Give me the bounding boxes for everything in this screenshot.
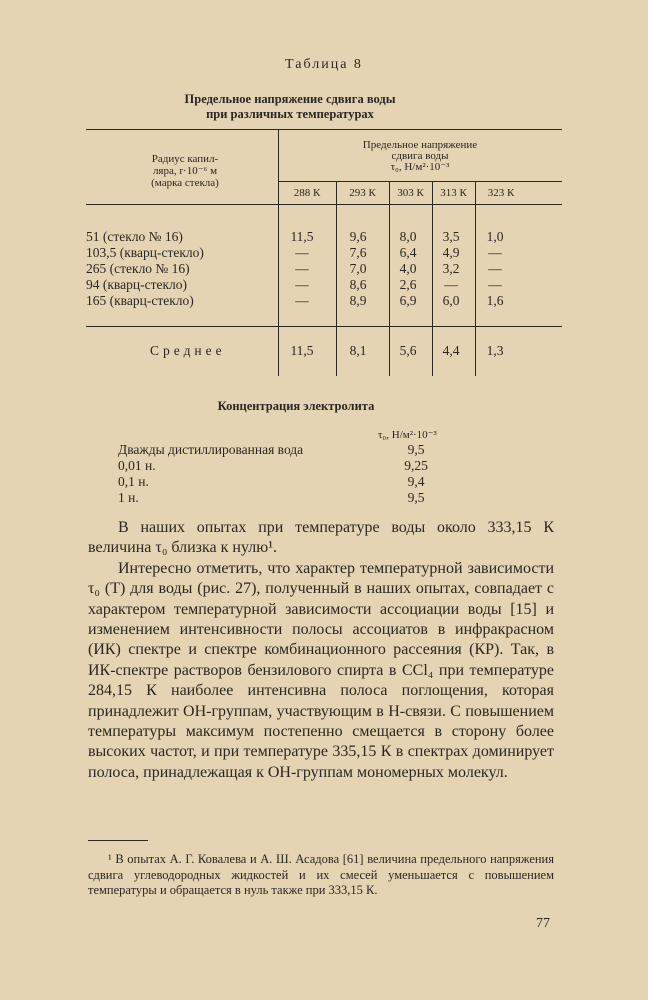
concentration-title: Концентрация электролита — [217, 399, 375, 413]
header-stress: Предельное напряжение сдвига воды τ₀, Н/м²·10⁻³ — [362, 139, 478, 173]
page-number: 77 — [536, 916, 550, 931]
cell: 4,0 — [399, 261, 417, 276]
cell: 11,5 — [290, 229, 314, 244]
table-title — [0, 92, 580, 122]
footnote-rule — [88, 840, 148, 841]
header-temp-303: 303 К — [397, 187, 424, 199]
concentration-label: 1 н. — [118, 490, 139, 505]
header-bottom-rule — [86, 204, 562, 205]
row-label-3: 265 (стекло № 16) — [86, 261, 190, 276]
cell: 11,5 — [290, 343, 314, 358]
table-title-line1: Предельное напряжение сдвига воды — [184, 92, 396, 106]
concentration-value: 9,5 — [407, 490, 425, 505]
cell: 7,6 — [349, 245, 367, 260]
cell: 8,0 — [399, 229, 417, 244]
paragraph: В наших опытах при температуре воды около 333,15 К величина τ₀ близка к нулю¹. — [88, 519, 554, 557]
cell: 2,6 — [399, 277, 417, 292]
cell: 6,0 — [442, 293, 460, 308]
row-label-2: 103,5 (кварц-стекло) — [86, 245, 204, 260]
header-temp-293: 293 К — [349, 187, 376, 199]
header-sub-rule — [278, 181, 562, 182]
cell: 8,6 — [349, 277, 367, 292]
cell: — — [295, 277, 309, 292]
cell: 1,3 — [486, 343, 504, 358]
cell: 1,0 — [486, 229, 504, 244]
row-label-4: 94 (кварц-стекло) — [86, 277, 188, 292]
footnote-text: ¹ В опытах А. Г. Ковалева и А. Ш. Асадова [61] величина предельного напряжения сдвига углеводородных жидкостей и их смесей уменьшается с повышением температуры и обращается в нуль также при 333,15 К. — [88, 852, 554, 897]
concentration-label: 0,1 н. — [118, 474, 149, 489]
row-label-5: 165 (кварц-стекло) — [86, 293, 194, 308]
body-text — [88, 518, 554, 783]
cell: 8,1 — [349, 343, 367, 358]
concentration-label: 0,01 н. — [118, 458, 156, 473]
cell: 3,5 — [442, 229, 460, 244]
cell: — — [488, 261, 502, 276]
paragraph: Интересно отметить, что характер температурной зависимости τ₀ (T) для воды (рис. 27), полученный в наших опытах, совпадает с характером температурной зависимости ассоциации воды [15] и изменением интенсивности полосы ассоциатов в инфракрасном (ИК) спектре и спектре комбинационного рассеяния (КР). Так, в ИК-спектре растворов бензилового спирта в CCl₄ при температуре 284,15 К наиболее интенсивна полоса поглощения, которая принадлежит OH-группам, участвующим в H-связи. С повышением температуры максимум постепенно смещается в сторону более высоких частот, и при температуре 335,15 К в спектрах доминирует полоса, принадлежащая к OH-группам мономерных молекул. — [88, 559, 554, 781]
cell: 6,9 — [399, 293, 417, 308]
cell: 5,6 — [399, 343, 417, 358]
header-temp-288: 288 К — [293, 187, 321, 199]
concentration-value: 9,4 — [407, 474, 425, 489]
cell: 9,6 — [349, 229, 367, 244]
header-radius: Радиус капил- ляра, r·10⁻⁶ м (марка стекла) — [151, 153, 219, 189]
cell: — — [488, 245, 502, 260]
concentration-value: 9,25 — [404, 458, 428, 473]
cell: — — [295, 293, 309, 308]
table-title-line2: при различных температурах — [206, 107, 374, 121]
footnote — [88, 852, 554, 899]
average-top-rule — [86, 326, 562, 327]
cell: 4,9 — [442, 245, 460, 260]
cell: — — [488, 277, 502, 292]
cell: — — [295, 245, 309, 260]
concentration-value: 9,5 — [407, 442, 425, 457]
header-temp-323: 323 К — [487, 187, 515, 199]
concentration-unit: τ₀, Н/м²·10⁻³ — [378, 429, 437, 441]
cell: 3,2 — [442, 261, 460, 276]
cell: 6,4 — [399, 245, 417, 260]
table-top-rule — [86, 129, 562, 130]
cell: 8,9 — [349, 293, 367, 308]
cell: — — [444, 277, 458, 292]
cell: 1,6 — [486, 293, 504, 308]
row-label-1: 51 (стекло № 16) — [86, 229, 183, 244]
cell: 7,0 — [349, 261, 367, 276]
concentration-label: Дважды дистиллированная вода — [118, 442, 304, 457]
header-temp-313: 313 К — [440, 187, 467, 199]
cell: — — [295, 261, 309, 276]
average-label: Среднее — [150, 343, 226, 358]
table-caption: Таблица 8 — [285, 57, 363, 72]
cell: 4,4 — [442, 343, 460, 358]
